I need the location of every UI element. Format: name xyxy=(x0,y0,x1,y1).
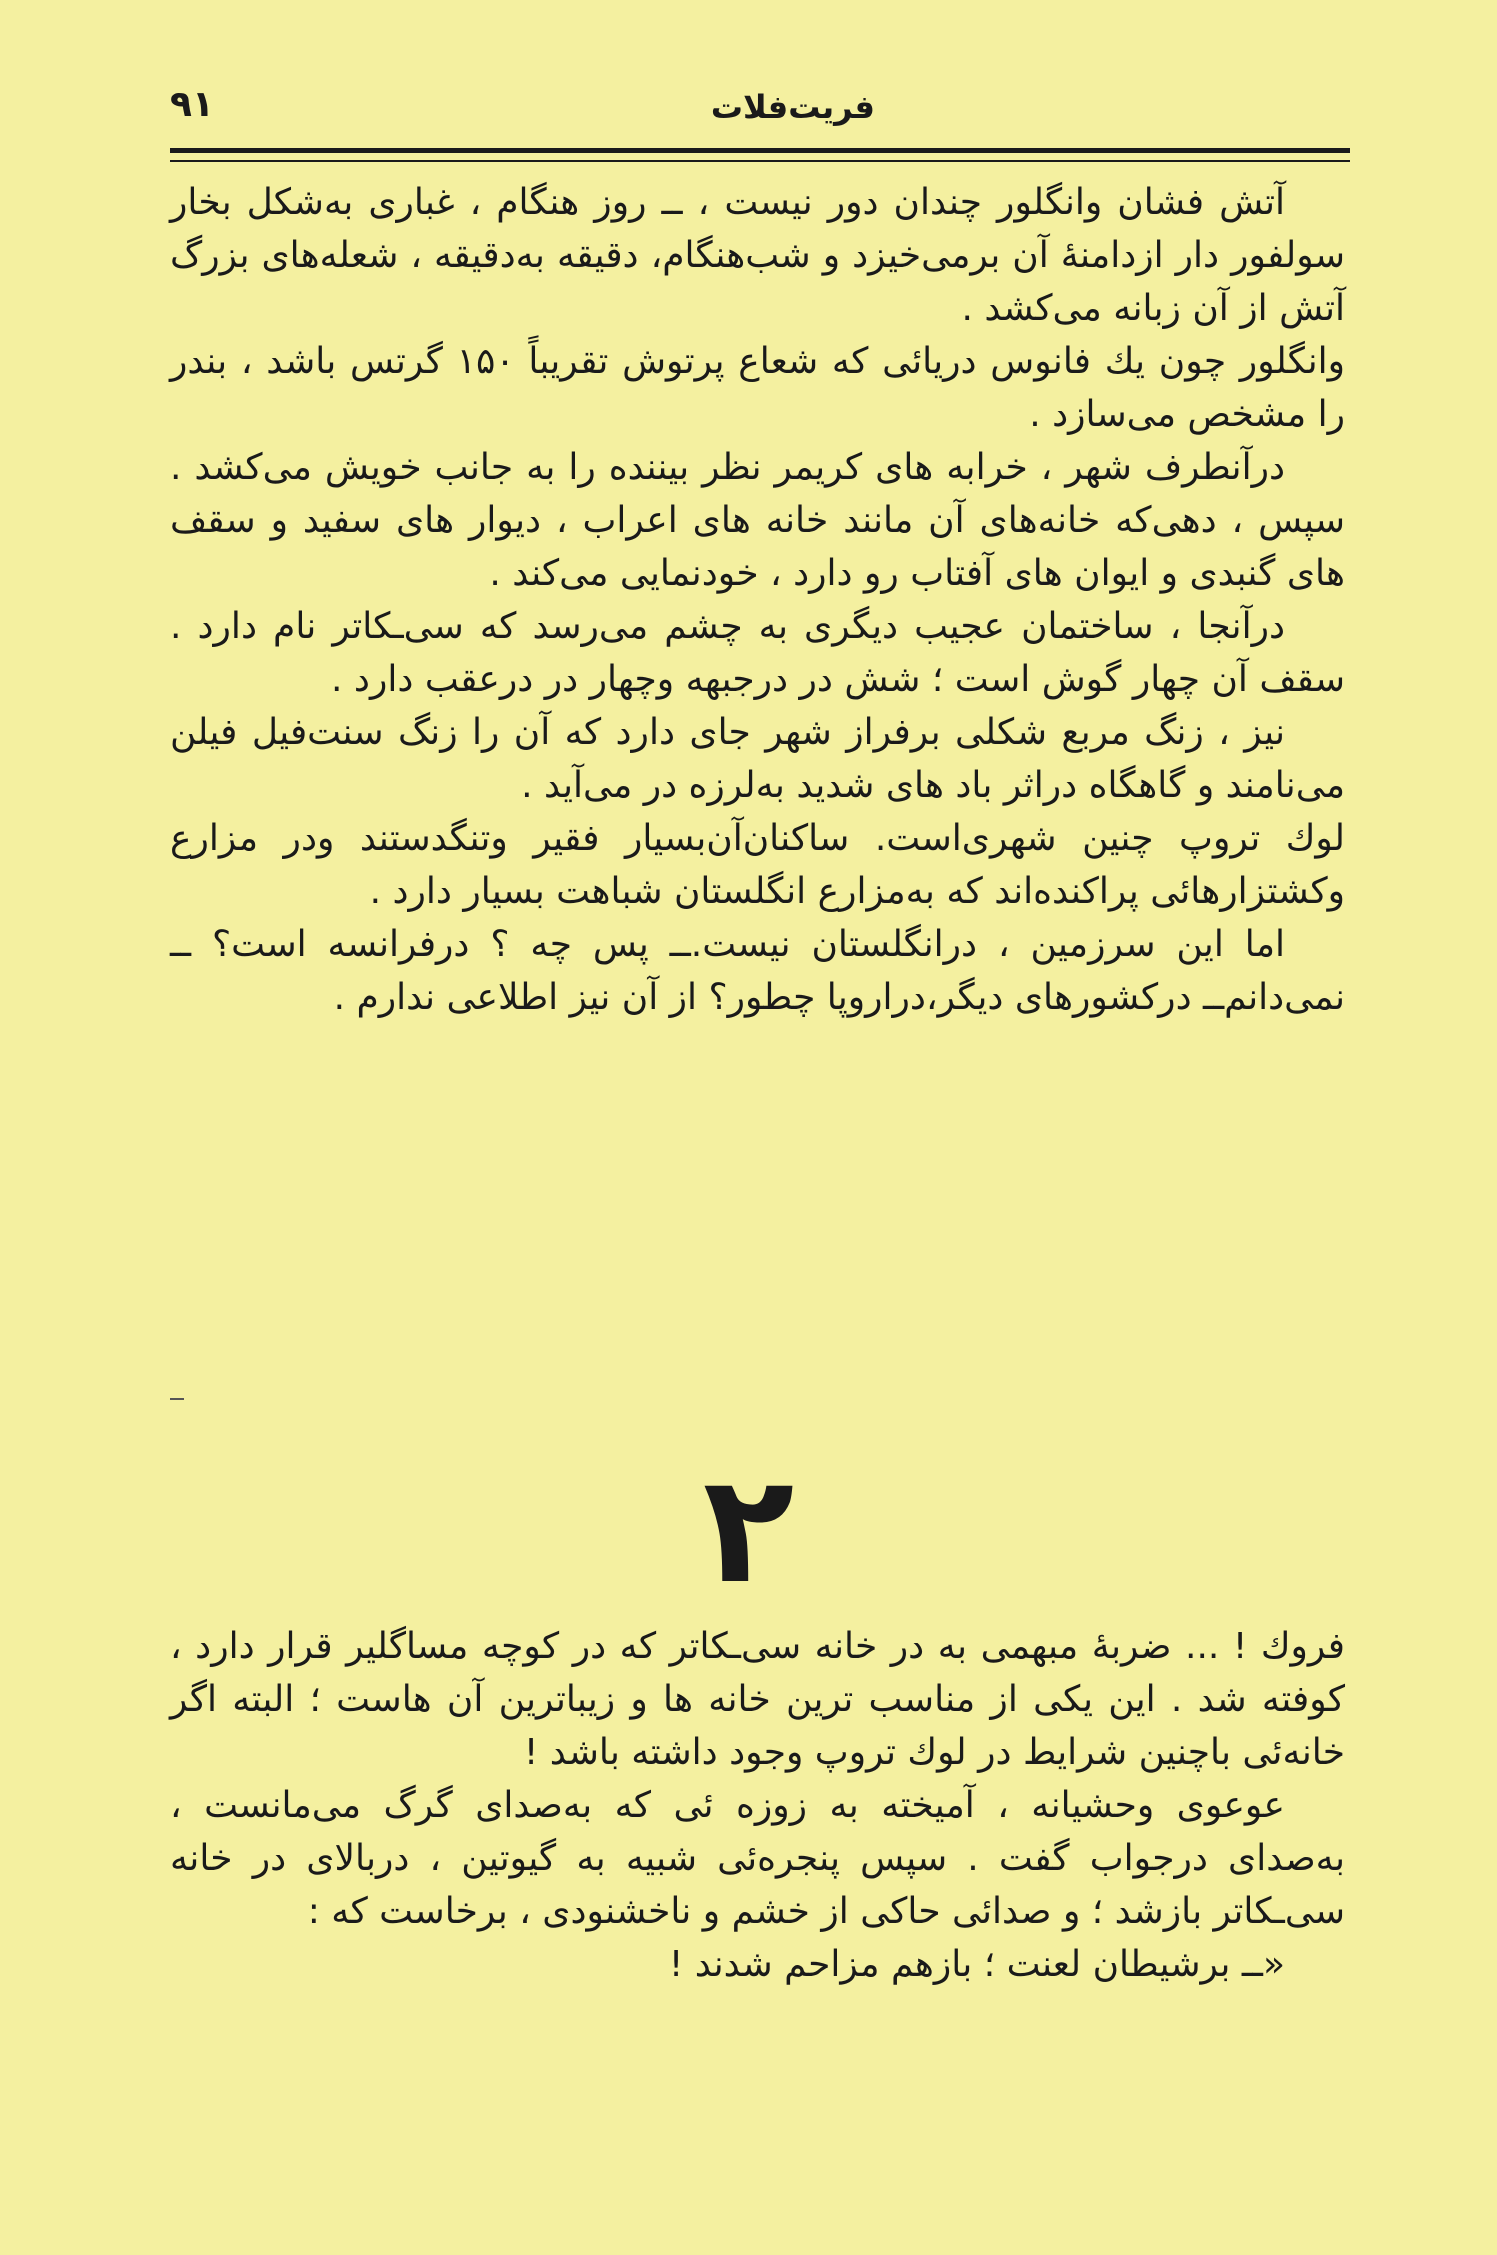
header-rule-thin xyxy=(170,160,1350,162)
chapter-number: ۲ xyxy=(702,1443,795,1617)
paragraph: فروك ! ... ضربهٔ مبهمی به در خانه سی‌ـکاتر که در کوچه مساگلیر قرار دارد ، کوفته شد . این یکی از مناسب ترین خانه ها و زیباترین آن هاست ؛ البته اگر خانه‌ئی باچنین شرایط در لوك تروپ وجود داشته باشد ! xyxy=(170,1626,1345,1773)
paragraph: «ــ برشیطان لعنت ؛ بازهم مزاحم شدند ! xyxy=(668,1944,1285,1985)
paragraph: لوك تروپ چنین شهری‌است. ساکنان‌آن‌بسیار فقیر وتنگدستند ودر مزارع وکشتزارهائی پراکنده‌اند که به‌مزارع انگلستان شباهت بسیار دارد . xyxy=(170,818,1345,912)
section-1-text xyxy=(170,176,1345,1024)
paragraph: آتش فشان وانگلور چندان دور نیست ، ــ روز هنگام ، غباری به‌شکل بخار سولفور دار ازدامنهٔ آن برمی‌خیزد و شب‌هنگام، دقیقه به‌دقیقه ، شعله‌های بزرگ آتش از آن زبانه می‌کشد . xyxy=(170,182,1345,329)
section-2-text xyxy=(170,1620,1345,1991)
paragraph: اما این سرزمین ، درانگلستان نیست.ــ پس چه ؟ درفرانسه است؟ ــ نمی‌دانم‌ــ درکشورهای دیگر،دراروپا چطور؟ از آن نیز اطلاعی ندارم . xyxy=(170,924,1345,1018)
running-title: فریت‌فلات xyxy=(710,88,875,126)
paragraph: نیز ، زنگ مربع شکلی برفراز شهر جای دارد که آن را زنگ سنت‌فیل فیلن می‌نامند و گاهگاه دراثر باد های شدید به‌لرزه در می‌آید . xyxy=(170,712,1345,806)
header-rule-thick xyxy=(170,148,1350,153)
section-divider-mark xyxy=(170,1398,184,1400)
paragraph: عوعوی وحشیانه ، آمیخته به زوزه ئی که به‌صدای گرگ می‌مانست ، به‌صدای درجواب گفت . سپس پنجره‌ئی شبیه به گیوتین ، دربالای در خانه سی‌ـکاتر بازشد ؛ و صدائی حاکی از خشم و ناخشنودی ، برخاست که : xyxy=(170,1785,1345,1932)
paragraph: وانگلور چون یك فانوس دریائی که شعاع پرتوش تقریباً ۱۵۰ گرتس باشد ، بندر را مشخص می‌سازد . xyxy=(170,341,1345,435)
paragraph: درآنجا ، ساختمان عجیب دیگری به چشم می‌رسد که سی‌ـکاتر نام دارد . سقف آن چهار گوش است ؛ شش در درجبهه وچهار در درعقب دارد . xyxy=(170,606,1345,700)
paragraph: درآنطرف شهر ، خرابه های کریمر نظر بیننده را به جانب خویش می‌کشد . سپس ، دهی‌که خانه‌های آن مانند خانه های اعراب ، دیوار های سفید و سقف های گنبدی و ایوان های آفتاب رو دارد ، خودنمایی می‌کند . xyxy=(170,447,1345,594)
page-header xyxy=(170,84,1345,144)
page-number: ۹۱ xyxy=(170,84,214,125)
